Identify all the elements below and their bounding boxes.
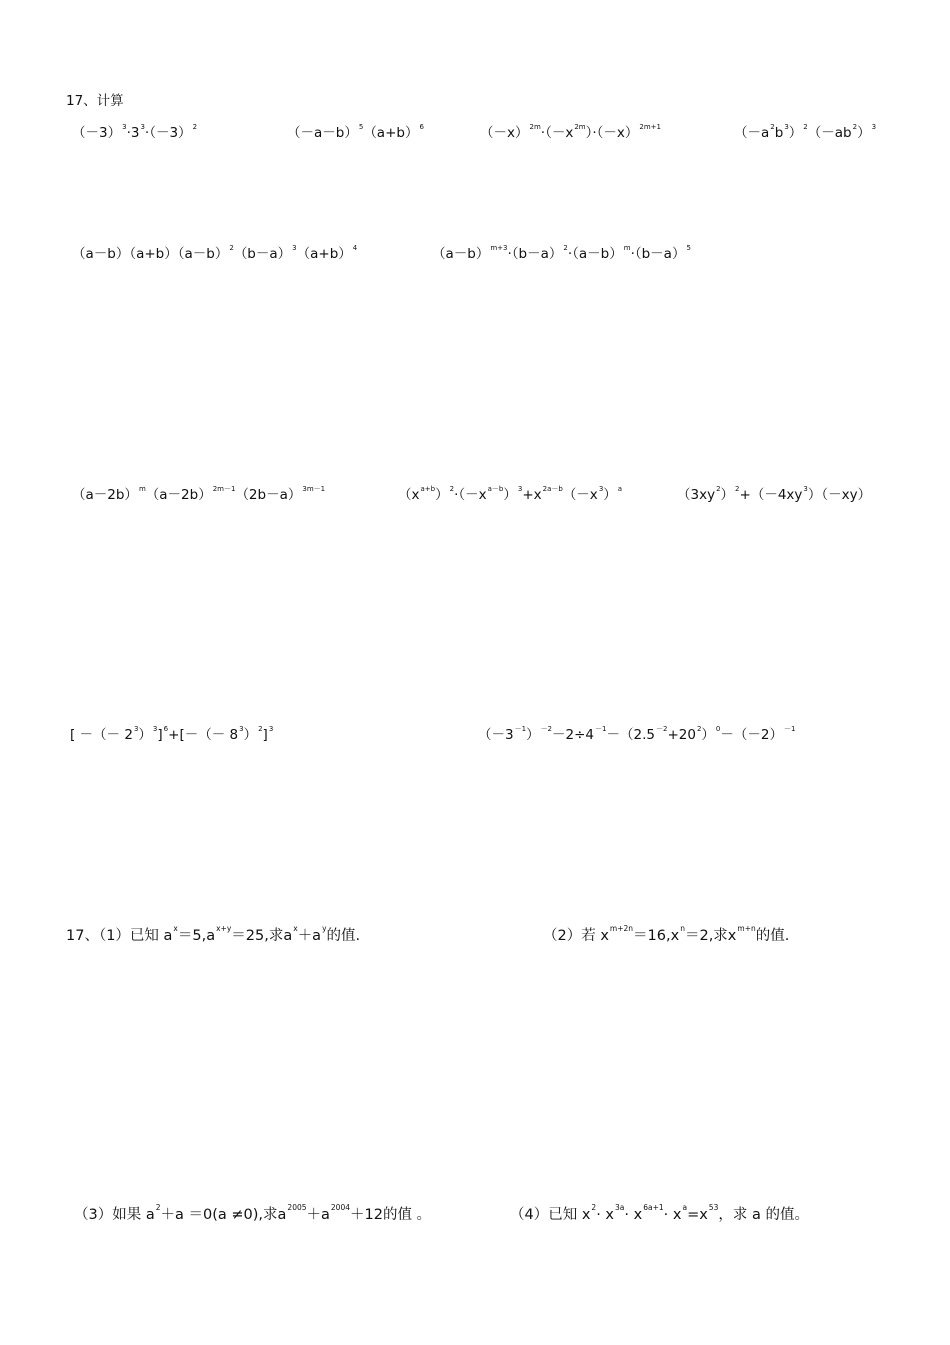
expression-text: －（2.5 bbox=[606, 727, 655, 743]
expression-text: ，求 a 的值。 bbox=[718, 1207, 809, 1223]
problem-row1-4 bbox=[734, 123, 877, 141]
exponent: 53 bbox=[708, 1203, 719, 1212]
expression-text: +20 bbox=[667, 727, 696, 743]
expression-text: （a+b） bbox=[296, 246, 352, 262]
expression-text: （－3） bbox=[72, 125, 122, 141]
exponent: 2 bbox=[449, 485, 455, 493]
expression-text: （3xy bbox=[677, 487, 716, 503]
exponent: 2 bbox=[155, 1203, 161, 1212]
exponent: 2004 bbox=[330, 1203, 350, 1212]
problem-row2-2 bbox=[432, 244, 691, 262]
expression-text: ） bbox=[526, 727, 540, 743]
exponent: a－b bbox=[487, 485, 504, 493]
exponent: 3 bbox=[871, 123, 877, 131]
exponent: 4 bbox=[352, 244, 358, 252]
expression-text: ）（－xy） bbox=[807, 487, 872, 503]
expression-text: ·（－x bbox=[540, 125, 574, 141]
expression-text: 3 bbox=[130, 125, 140, 141]
exponent: m bbox=[623, 244, 631, 252]
exponent: －2 bbox=[655, 725, 668, 733]
expression-text: （－a－b） bbox=[287, 125, 358, 141]
exponent: a+b bbox=[420, 485, 436, 493]
exponent: 3a bbox=[615, 1203, 625, 1212]
exponent: 3 bbox=[122, 123, 127, 131]
exponent: 3 bbox=[598, 485, 604, 493]
exponent: 6a+1 bbox=[643, 1203, 664, 1212]
exponent: 2005 bbox=[287, 1203, 307, 1212]
exponent: 3 bbox=[133, 725, 139, 733]
exponent: －2 bbox=[540, 725, 553, 733]
expression-text: +[－（－ 8 bbox=[168, 727, 239, 743]
exponent: m bbox=[138, 485, 146, 493]
expression-text: ＋a bbox=[306, 1207, 330, 1223]
exponent: 3 bbox=[152, 725, 158, 733]
expression-text: ） bbox=[857, 125, 871, 141]
exponent: 2 bbox=[716, 485, 721, 493]
expression-text: ） bbox=[701, 727, 715, 743]
expression-text: －2÷4 bbox=[552, 727, 595, 743]
expression-text: ·（－x bbox=[454, 487, 487, 503]
exponent: 5 bbox=[686, 244, 691, 252]
exponent: 2 bbox=[258, 725, 263, 733]
expression-text: －（－2） bbox=[720, 727, 783, 743]
exponent: 3 bbox=[803, 485, 808, 493]
problem-row3-1 bbox=[72, 485, 326, 503]
expression-text: ＋a bbox=[297, 928, 322, 944]
exponent: －1 bbox=[514, 725, 527, 733]
expression-text: [ －（－ 2 bbox=[70, 727, 133, 743]
exponent: 2 bbox=[192, 123, 198, 131]
expression-text: （x bbox=[398, 487, 420, 503]
problem-row4-1 bbox=[70, 725, 274, 743]
expression-text: ＝2,求x bbox=[684, 928, 737, 944]
expression-text: =x bbox=[687, 1207, 708, 1223]
expression-text: · bbox=[126, 125, 131, 141]
expression-text: ＋a ＝0(a ≠0),求a bbox=[160, 1207, 287, 1223]
expression-text: ·（a－b） bbox=[567, 246, 623, 262]
exponent: 3 bbox=[517, 485, 523, 493]
expression-text: （－x bbox=[562, 487, 598, 503]
exponent: 0 bbox=[715, 725, 721, 733]
exponent: 2 bbox=[770, 123, 775, 131]
exponent: 2 bbox=[563, 244, 568, 252]
exponent: a bbox=[682, 1203, 688, 1212]
expression-text: ） bbox=[138, 727, 152, 743]
exponent: n bbox=[680, 924, 685, 933]
expression-text: · x bbox=[663, 1207, 682, 1223]
expression-text: +（－4xy bbox=[739, 487, 803, 503]
exponent: 3 bbox=[784, 123, 789, 131]
expression-text: （2）若 x bbox=[543, 928, 609, 944]
question-3 bbox=[74, 1203, 432, 1223]
expression-text: ） bbox=[603, 487, 617, 503]
question-1 bbox=[66, 924, 361, 944]
expression-text: （2b－a） bbox=[235, 487, 302, 503]
exponent: 2m－1 bbox=[212, 485, 236, 493]
expression-text: （－3 bbox=[478, 727, 514, 743]
question-2 bbox=[543, 924, 790, 944]
exponent: y bbox=[322, 924, 327, 933]
exponent: m+n bbox=[737, 924, 756, 933]
expression-text: ] bbox=[157, 727, 163, 743]
exponent: m+3 bbox=[490, 244, 508, 252]
exponent: m+2n bbox=[609, 924, 634, 933]
expression-text: ] bbox=[262, 727, 268, 743]
expression-text: （－a bbox=[734, 125, 770, 141]
question-4 bbox=[510, 1203, 809, 1223]
exponent: 2 bbox=[735, 485, 740, 493]
expression-text: （3）如果 a bbox=[74, 1207, 155, 1223]
expression-text: ）·（－x） bbox=[585, 125, 639, 141]
exponent: 2m bbox=[574, 123, 586, 131]
exponent: 2m+1 bbox=[639, 123, 661, 131]
exponent: 2 bbox=[803, 123, 808, 131]
expression-text: （a－b） bbox=[432, 246, 490, 262]
expression-text: ·（－3） bbox=[144, 125, 192, 141]
exponent: 3 bbox=[140, 123, 145, 131]
expression-text: · x bbox=[596, 1207, 615, 1223]
expression-text: （b－a） bbox=[233, 246, 292, 262]
exponent: 6 bbox=[419, 123, 424, 131]
expression-text: ） bbox=[435, 487, 449, 503]
problem-row1-1 bbox=[72, 123, 198, 141]
problem-row1-2 bbox=[287, 123, 424, 141]
expression-text: · x bbox=[624, 1207, 643, 1223]
exponent: a bbox=[617, 485, 623, 493]
exponent: 2 bbox=[696, 725, 702, 733]
exponent: 3 bbox=[292, 244, 297, 252]
problem-row1-3 bbox=[480, 123, 661, 141]
expression-text: ） bbox=[720, 487, 735, 503]
expression-text: ＝25,求a bbox=[231, 928, 293, 944]
problem-row3-3 bbox=[677, 485, 872, 503]
exponent: 3 bbox=[268, 725, 274, 733]
expression-text: （4）已知 x bbox=[510, 1207, 591, 1223]
expression-text: ＝5,a bbox=[177, 928, 216, 944]
exponent: x+y bbox=[216, 924, 232, 933]
expression-text: 17、（1）已知 a bbox=[66, 928, 173, 944]
exponent: 3 bbox=[239, 725, 244, 733]
expression-text: 的值. bbox=[326, 928, 361, 944]
expression-text: （a+b） bbox=[363, 125, 419, 141]
expression-text: ） bbox=[243, 727, 258, 743]
exponent: x bbox=[293, 924, 298, 933]
exponent: 2 bbox=[229, 244, 234, 252]
exponent: x bbox=[173, 924, 178, 933]
expression-text: ·（b－a） bbox=[507, 246, 563, 262]
expression-text: ） bbox=[503, 487, 517, 503]
expression-text: ＝16,x bbox=[633, 928, 680, 944]
expression-text: ·（b－a） bbox=[630, 246, 686, 262]
exponent: 6 bbox=[163, 725, 169, 733]
expression-text: ） bbox=[788, 125, 803, 141]
expression-text: （－ab bbox=[807, 125, 852, 141]
exponent: 2 bbox=[852, 123, 858, 131]
expression-text: ＋12的值 。 bbox=[350, 1207, 432, 1223]
expression-text: 的值. bbox=[755, 928, 790, 944]
expression-text: （a－b）（a+b）（a－b） bbox=[72, 246, 229, 262]
exponent: 2 bbox=[591, 1203, 597, 1212]
expression-text: （a－2b） bbox=[72, 487, 138, 503]
exponent: －1 bbox=[595, 725, 607, 733]
expression-text: （a－2b） bbox=[145, 487, 212, 503]
expression-text: +x bbox=[522, 487, 542, 503]
exponent: －1 bbox=[783, 725, 796, 733]
problem-row3-2 bbox=[398, 485, 623, 503]
exponent: 2m bbox=[529, 123, 541, 131]
expression-text: （－x） bbox=[480, 125, 529, 141]
exponent: 5 bbox=[358, 123, 364, 131]
exponent: 3m－1 bbox=[302, 485, 326, 493]
expression-text: b bbox=[774, 125, 784, 141]
section-title: 17、计算 bbox=[66, 93, 124, 109]
problem-row4-2 bbox=[478, 725, 796, 743]
problem-row2-1 bbox=[72, 244, 358, 262]
exponent: 2a－b bbox=[542, 485, 563, 493]
